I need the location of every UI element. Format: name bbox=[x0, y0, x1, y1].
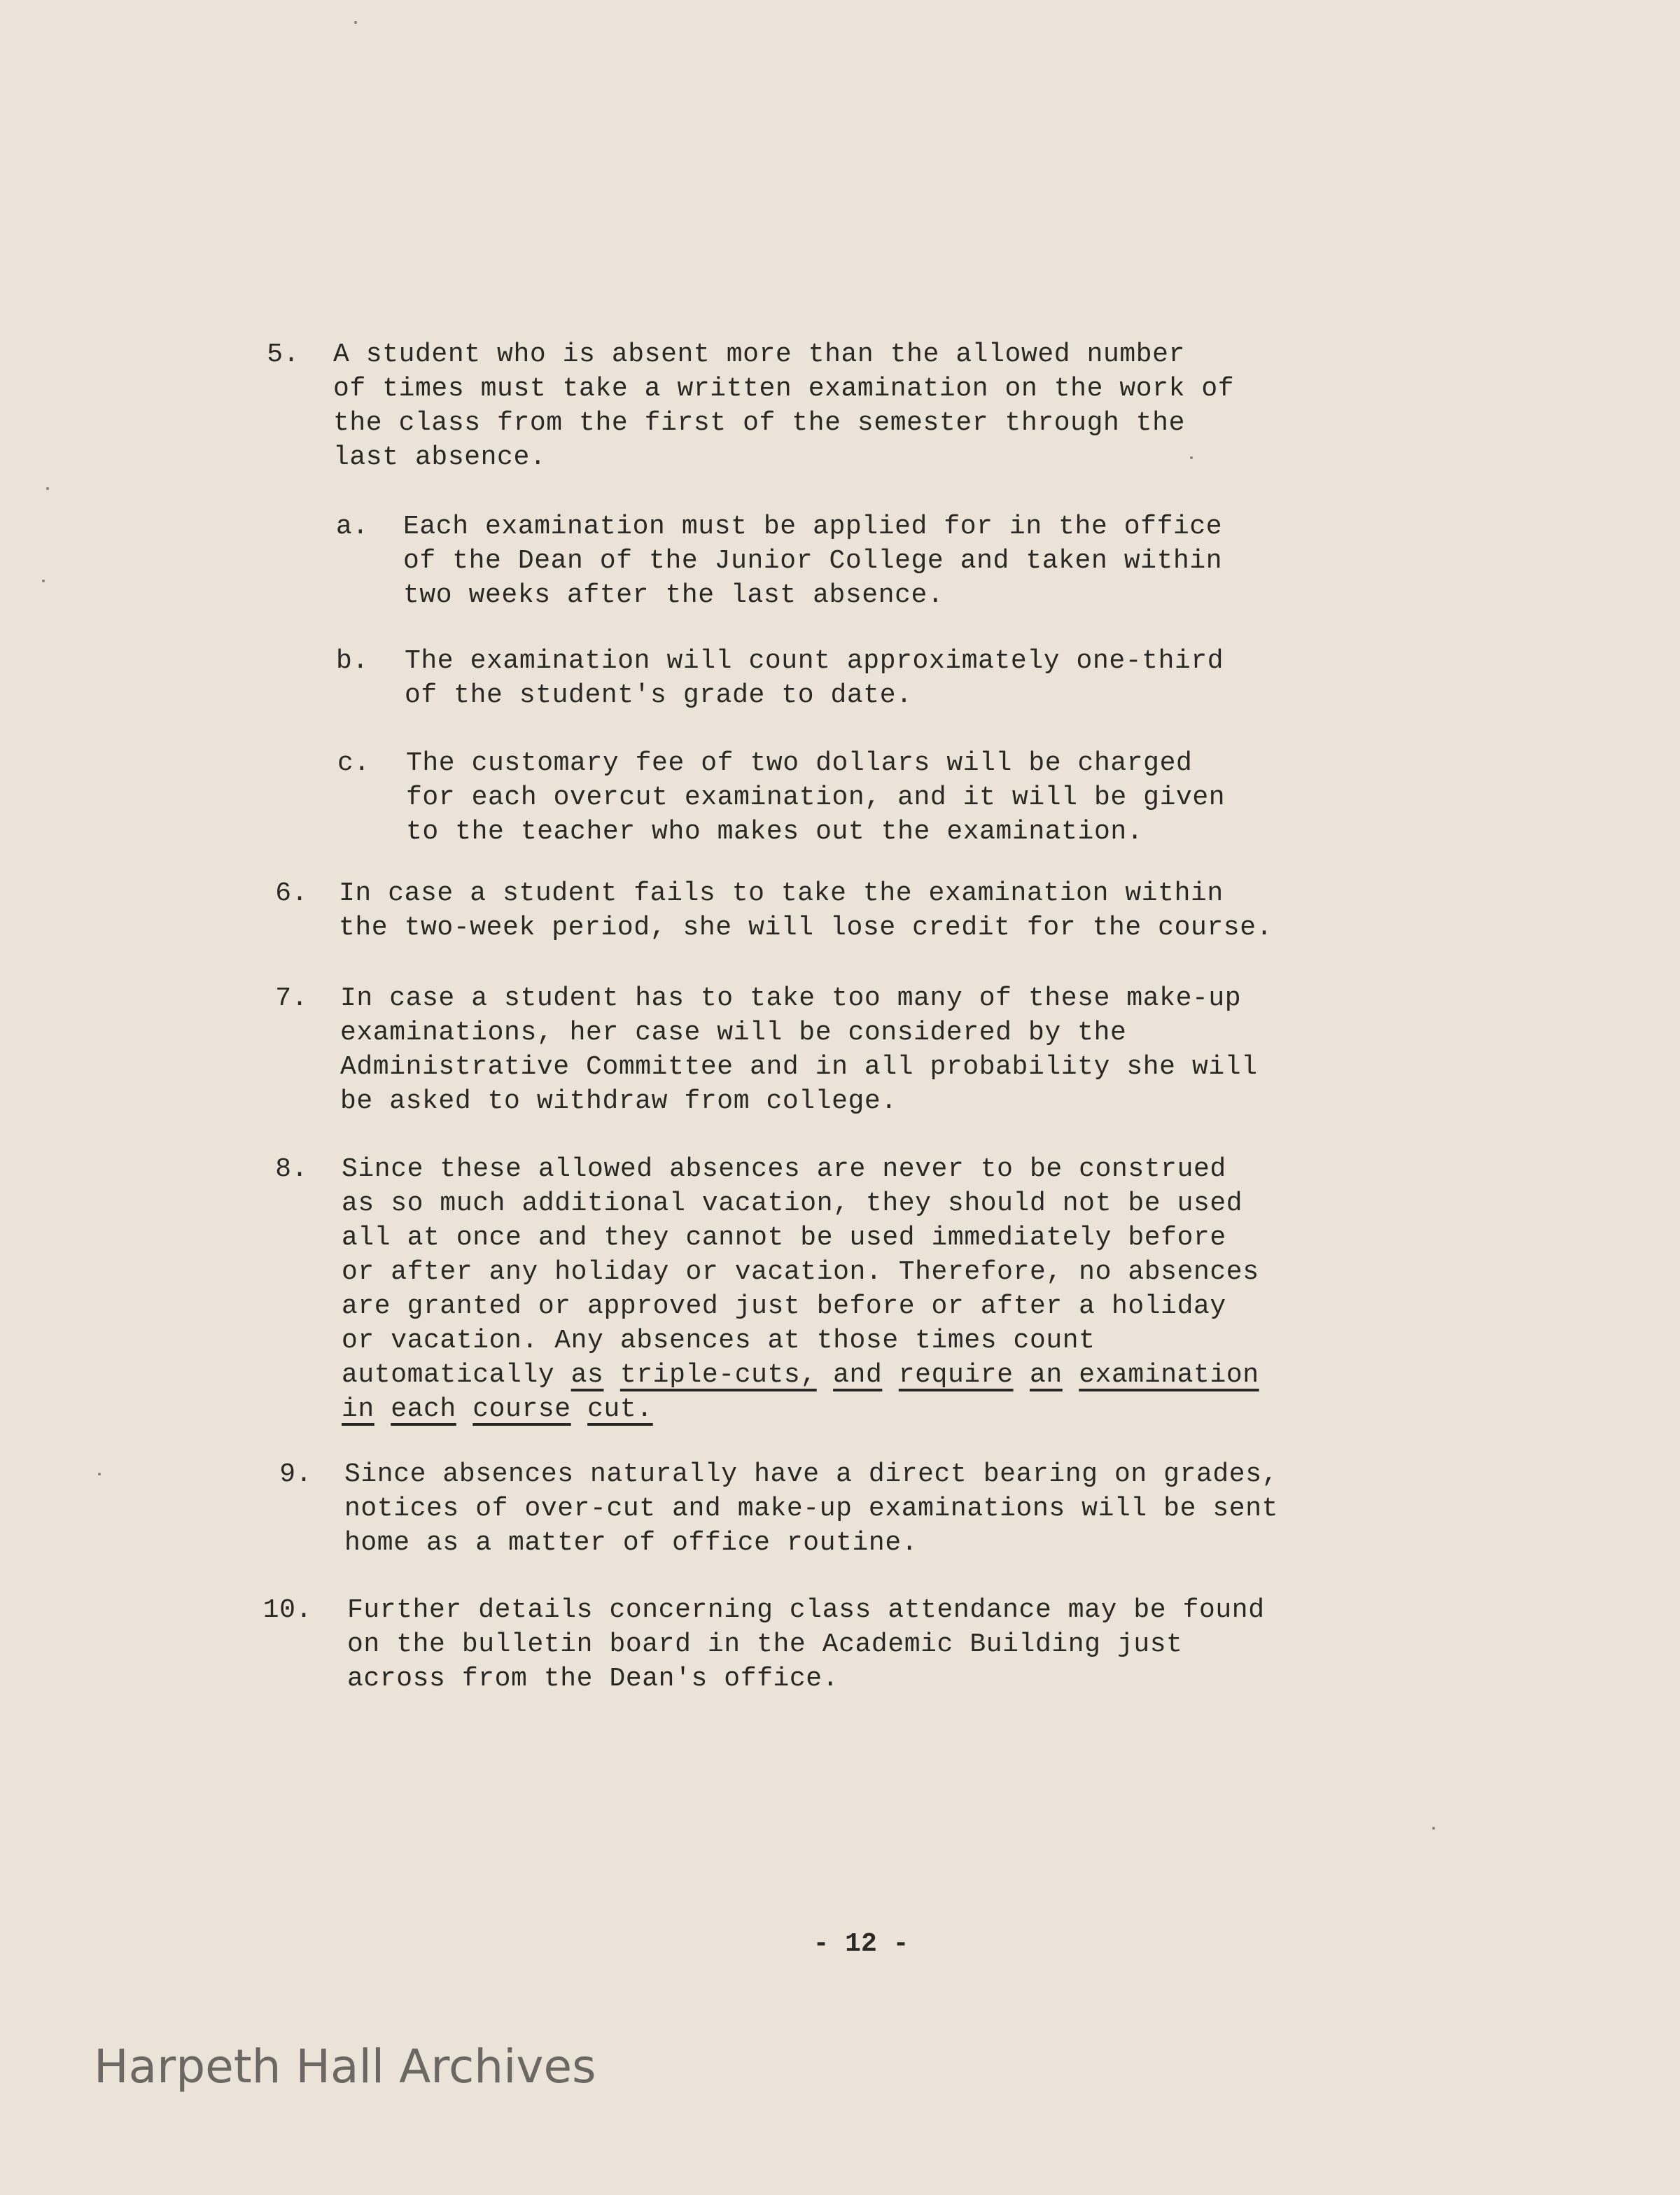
text-line: examinations, her case will be considered by the bbox=[340, 1018, 1127, 1048]
text-line: of times must take a written examination on the work of bbox=[333, 374, 1235, 404]
page-number: - 12 - bbox=[813, 1929, 909, 1959]
text-line: as so much additional vacation, they should not be used bbox=[342, 1188, 1243, 1219]
text-line: to the teacher who makes out the examination. bbox=[406, 817, 1144, 847]
paper-speck bbox=[46, 487, 49, 490]
text-line: the two-week period, she will lose credit for the course. bbox=[339, 913, 1273, 943]
text-line: last absence. bbox=[333, 442, 547, 472]
underlined-word: an bbox=[1030, 1360, 1063, 1390]
underlined-word: and bbox=[833, 1360, 883, 1390]
paper-speck bbox=[1432, 1827, 1435, 1830]
text-line: Since absences naturally have a direct bearing on grades, bbox=[344, 1459, 1279, 1489]
text-line: Further details concerning class attendance may be found bbox=[347, 1595, 1265, 1625]
text-line: the class from the first of the semester through the bbox=[333, 408, 1185, 438]
underlined-word: examination bbox=[1079, 1360, 1259, 1390]
text-line: or after any holiday or vacation. Therefore, no absences bbox=[342, 1257, 1259, 1287]
underlined-word: require bbox=[898, 1360, 1014, 1390]
text-line: for each overcut examination, and it will be given bbox=[406, 783, 1226, 813]
text-line: A student who is absent more than the allowed number bbox=[333, 339, 1185, 370]
text-line: home as a matter of office routine. bbox=[344, 1528, 918, 1558]
text-line: Each examination must be applied for in the office bbox=[403, 512, 1223, 542]
item-number: 10. bbox=[262, 1595, 312, 1625]
underlined-word: course bbox=[472, 1394, 571, 1424]
paper-speck bbox=[354, 21, 357, 24]
item-number: 9. bbox=[279, 1459, 312, 1489]
text-line: across from the Dean's office. bbox=[347, 1664, 839, 1694]
text-line: or vacation. Any absences at those times count bbox=[342, 1326, 1096, 1356]
item-number: c. bbox=[337, 748, 370, 778]
text-line-underlined bbox=[342, 1358, 1259, 1392]
text-line: notices of over-cut and make-up examinations will be sent bbox=[344, 1494, 1279, 1524]
text-line: The customary fee of two dollars will be charged bbox=[406, 748, 1193, 778]
underlined-word: cut. bbox=[587, 1394, 653, 1424]
text-line: Since these allowed absences are never to be construed bbox=[342, 1154, 1226, 1184]
text-line: are granted or approved just before or after a holiday bbox=[342, 1291, 1226, 1321]
underlined-word: triple-cuts, bbox=[620, 1360, 817, 1390]
archive-watermark: Harpeth Hall Archives bbox=[94, 2040, 596, 2094]
paper-speck bbox=[98, 1473, 101, 1475]
text-line: of the student's grade to date. bbox=[405, 680, 913, 710]
paper-speck bbox=[1190, 456, 1193, 459]
item-number: 6. bbox=[275, 878, 308, 909]
underlined-word: as bbox=[570, 1360, 604, 1390]
text-line: The examination will count approximately one-third bbox=[405, 646, 1224, 676]
text-line: In case a student fails to take the examination within bbox=[339, 878, 1224, 909]
text-line-underlined bbox=[342, 1392, 1259, 1426]
text-line: be asked to withdraw from college. bbox=[340, 1086, 897, 1116]
item-number: a. bbox=[336, 512, 369, 542]
text-line: Administrative Committee and in all probability she will bbox=[340, 1052, 1258, 1082]
text-line: In case a student has to take too many of these make-up bbox=[340, 983, 1242, 1014]
item-number: 7. bbox=[275, 983, 308, 1014]
item-number: 8. bbox=[275, 1154, 308, 1184]
underlined-word: each bbox=[391, 1394, 456, 1424]
paper-speck bbox=[42, 580, 45, 582]
text-line: of the Dean of the Junior College and taken within bbox=[403, 546, 1223, 576]
text-line: all at once and they cannot be used immediately before bbox=[342, 1223, 1226, 1253]
item-number: 5. bbox=[267, 339, 300, 370]
item-number: b. bbox=[336, 646, 369, 676]
text-line: on the bulletin board in the Academic Building just bbox=[347, 1629, 1183, 1660]
text-fragment: automatically bbox=[342, 1360, 571, 1390]
underlined-word: in bbox=[342, 1394, 374, 1424]
text-line: two weeks after the last absence. bbox=[403, 580, 944, 610]
